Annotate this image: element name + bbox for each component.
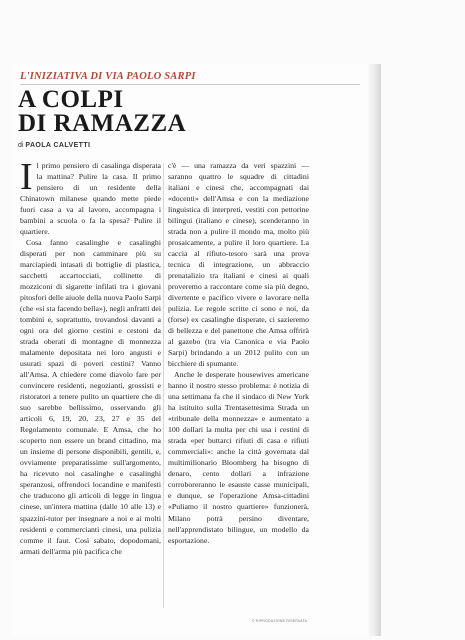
column-divider (163, 163, 164, 608)
paragraph-1-text: l primo pensiero di casalinga disperata la mattina? Pulire la casa. Il primo pensiero di un residente della Chinatown milanese quando mette piede fuori casa a va al lavoro, accompagna i bambini a scuola o fa la spesa? Pulire il quartiere. (20, 161, 161, 237)
kicker-divider (20, 84, 360, 85)
copyright-notice: © RIPRODUZIONE RISERVATA (252, 619, 308, 623)
paragraph-3: c'è — una ramazza da veri spazzini — saranno quattro le squadre di cittadini italiani e cinesi che, accompagnati dai «docenti» dell'Amsa e con la mediazione linguistica di interpreti, vestiti con pettorine bilingui (italiano e cinese), scenderanno in strada non a pulire il mondo ma, molto più prosaicamente, a pulire il loro quartiere. La caccia al rifiuto-tesoro sarà una prova tecnica di integrazione, un abbraccio prenatalizio tra italiani e cinesi ai quali proveremo a raccontare come sia più degno, divertente e pacifico vivere e lavorare nella pulizia. Le regole scritte ci sono e noi, da (forse) ex casalinghe disperate, ci sazieremo di bellezza e del panettone che Amsa offrirà al gazebo (tra via Canonica e via Paolo Sarpi) brindando a un 2012 pulito con un bicchiere di spumante. (168, 161, 309, 369)
article-kicker: L'INIZIATIVA DI VIA PAOLO SARPI (20, 71, 196, 82)
headline-line-2: DI RAMAZZA (18, 110, 187, 137)
drop-cap: I (20, 156, 33, 198)
headline-line-1: A COLPI (18, 86, 124, 113)
clipping-edge-shadow (367, 64, 381, 636)
paragraph-2: Cosa fanno casalinghe e casalinghi disperati per non camminare più su marciapiedi intasati di bottiglie di plastica, sacchetti accartocciati, collinette di mozziconi di sigarette infilati tra i giovani pitosfori delle aiuole della nuova Paolo Sarpi (che «si sta facendo bella»), negli anfratti dei tombini e, soprattutto, trovandosi davanti a ogni ora del giorno cestini e cestoni da strada oberati di montagne di monnezza malamente depositata nei loro angusti e usurati spazi di poveri cestini? Vanno all'Amsa. A chiedere come diavolo fare per convincere residenti, negozianti, grossisti e ristoratori a tenere pulito un quartiere che di suo sarebbe bellissimo, osservando gli articoli 6, 19, 20, 23, 27 e 35 del Regolamento comunale. E Amsa, che ho scoperto non essere un brand cittadino, ma un insieme di persone disponibili, gentili, e, ovviamente preparatissime sull'argomento, ha ricevuto noi casalinghe e casalinghi speranzosi, offrendoci locandine e manifesti che traducono gli articoli di legge in lingua cinese, un'intera mattina (dalle 10 alle 13) e spazzini-tutor per insegnare a noi e ai molti residenti e commercianti cinesi, una pulizia comme il faut. Così sabato, dopodomani, armati dell'arma più pacifica che (20, 238, 161, 556)
byline-author: PAOLA CALVETTI (25, 142, 91, 149)
article-headline (18, 88, 338, 136)
byline-prefix: di (18, 142, 24, 149)
paragraph-4: Anche le desperate housewives americane hanno il nostro stesso problema: è notizia di una settimana fa che il sindaco di New York ha istituito sulla Trentasettesima Strada un «tribunale della monnezza» e aumentato a 100 dollari la multa per chi usa i cestini di strada «per buttarci rifiuti di casa e rifiuti commerciali»: anche la città governata dal multimilionario Bloomberg ha bisogno di denaro, cento dollari a infrazione corroboreranno le esauste casse municipali, e dunque, se l'operazione Amsa-cittadini «Puliamo il nostro quartiere» funzionerà, Milano potrà persino diventare, nell'apprendistato bilingue, un modello da esportazione. (168, 370, 309, 545)
article-byline (18, 142, 318, 149)
paragraph-1 (20, 156, 161, 237)
article-column-1 (20, 156, 161, 557)
article-column-2 (168, 160, 309, 546)
